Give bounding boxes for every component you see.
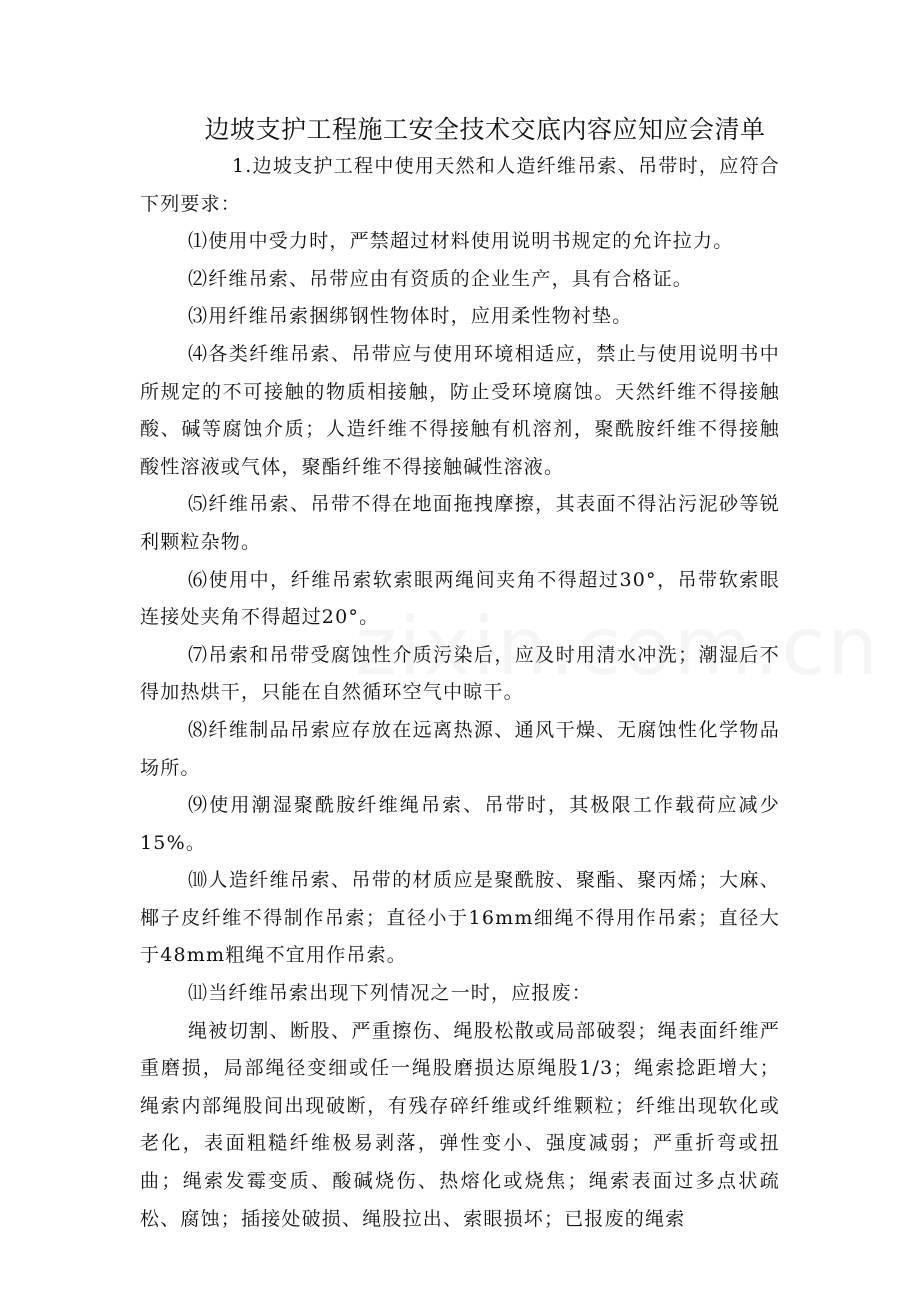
paragraph-clause-4: ⑷各类纤维吊索、吊带应与使用环境相适应，禁止与使用说明书中所规定的不可接触的物质相接触，防止受环境腐蚀。天然纤维不得接触酸、碱等腐蚀介质；人造纤维不得接触有机溶剂，聚酰胺纤维不得接触酸性溶液或气体，聚酯纤维不得接触碱性溶液。: [140, 342, 780, 478]
paragraph-item-1: 1.边坡支护工程中使用天然和人造纤维吊索、吊带时，应符合下列要求：: [140, 155, 780, 215]
paragraph-clause-8: ⑻纤维制品吊索应存放在远离热源、通风干燥、无腐蚀性化学物品场所。: [140, 718, 780, 779]
paragraph-clause-3: ⑶用纤维吊索捆绑钢性物体时，应用柔性物衬垫。: [188, 305, 633, 328]
document-title: 边坡支护工程施工安全技术交底内容应知应会清单: [204, 115, 766, 144]
paragraph-clause-6: ⑹使用中，纤维吊索软索眼两绳间夹角不得超过30°，吊带软索眼连接处夹角不得超过20°。: [140, 568, 780, 629]
paragraph-scrap-conditions: 绳被切割、断股、严重擦伤、绳股松散或局部破裂；绳表面纤维严重磨损，局部绳径变细或任一绳股磨损达原绳股1/3；绳索捻距增大；绳索内部绳股间出现破断，有残存碎纤维或纤维颗粒；纤维出现软化或老化，表面粗糙纤维极易剥落，弹性变小、强度减弱；严重折弯或扭曲；绳索发霉变质、酸碱烧伤、热熔化或烧焦；绳索表面过多点状疏松、腐蚀；插接处破损、绳股拉出、索眼损坏；已报废的绳索: [140, 1019, 780, 1230]
paragraph-clause-9: ⑼使用潮湿聚酰胺纤维绳吊索、吊带时，其极限工作载荷应减少15%。: [140, 794, 780, 854]
paragraph-clause-11: ⑾当纤维吊索出现下列情况之一时，应报废：: [188, 982, 593, 1005]
document-body: [140, 148, 780, 1238]
paragraph-clause-2: ⑵纤维吊索、吊带应由有资质的企业生产，具有合格证。: [188, 267, 694, 290]
paragraph-clause-10: ⑽人造纤维吊索、吊带的材质应是聚酰胺、聚酯、聚丙烯；大麻、椰子皮纤维不得制作吊索；直径小于16mm细绳不得用作吊索；直径大于48mm粗绳不宜用作吊索。: [140, 869, 780, 967]
paragraph-clause-7: ⑺吊索和吊带受腐蚀性介质污染后，应及时用清水冲洗；潮湿后不得加热烘干，只能在自然循环空气中晾干。: [140, 643, 780, 704]
paragraph-clause-1: ⑴使用中受力时，严禁超过材料使用说明书规定的允许拉力。: [188, 230, 734, 253]
paragraph-clause-5: ⑸纤维吊索、吊带不得在地面拖拽摩擦，其表面不得沾污泥砂等锐利颗粒杂物。: [140, 493, 780, 553]
